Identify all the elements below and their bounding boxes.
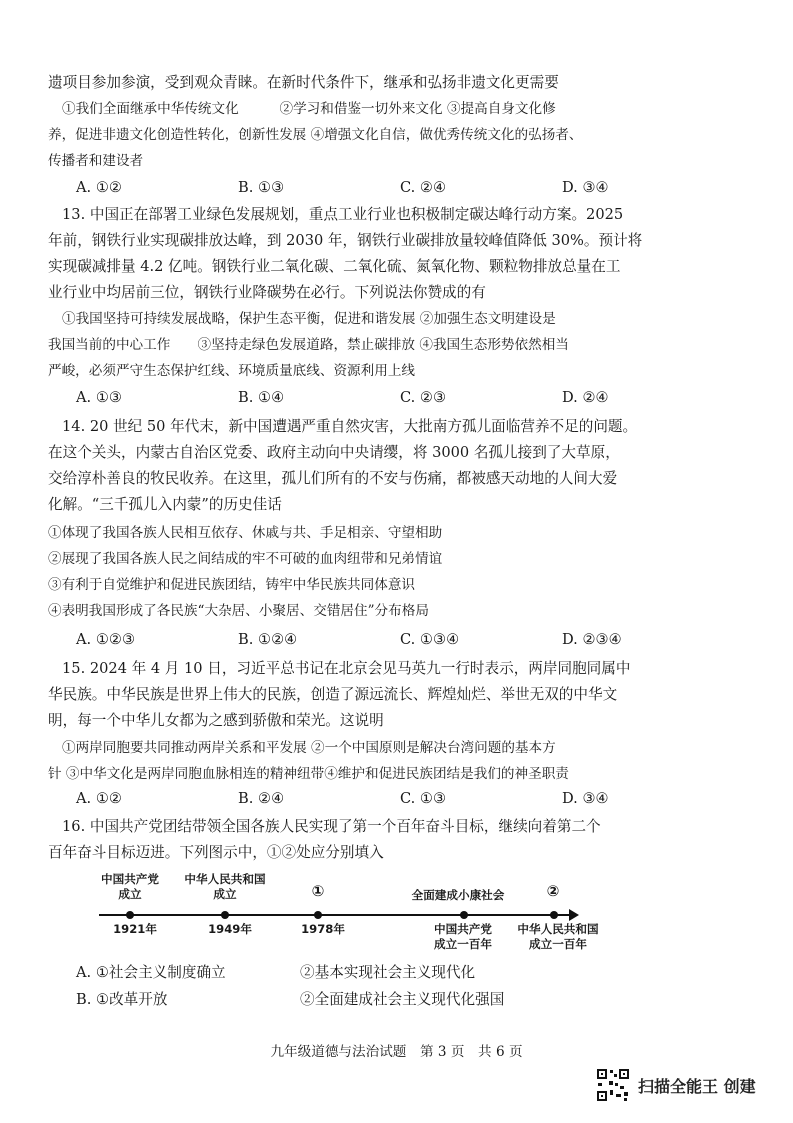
q14-item-line: ②展现了我国各族人民之间结成的牢不可破的血肉纽带和兄弟情谊 [48,551,443,567]
q14-stem-line: 14. 20 世纪 50 年代末，新中国遭遇严重自然灾害，大批南方孤儿面临营养不足的问题。 [62,418,638,435]
q14-stem-line: 交给淳朴善良的牧民收养。在这里，孤儿们所有的不安与伤痛，都被感天动地的人间大爱 [48,470,618,487]
q15-item-line: ①两岸同胞要共同推动两岸关系和平发展 ②一个中国原则是解决台湾问题的基本方 [62,740,556,756]
q15-option-c: C. ①③ [400,790,447,807]
q12-item-line: 传播者和建设者 [48,153,144,169]
q15-item-line: 针 ③中华文化是两岸同胞血脉相连的精神纽带④维护和促进民族团结是我们的神圣职责 [48,766,569,782]
timeline-dot [460,911,468,919]
history-timeline [95,870,615,950]
timeline-dot [221,911,229,919]
timeline-cpc-centenary: 中国共产党 成立一百年 [434,922,492,951]
timeline-arrow-icon [569,909,579,921]
timeline-blank-1: ① [311,882,325,900]
timeline-dot [550,911,558,919]
timeline-label-xiaokang: 全面建成小康社会 [411,888,505,902]
q14-option-a: A. ①②③ [76,631,136,648]
q13-option-b: B. ①④ [238,389,285,406]
q16-stem-line: 百年奋斗目标迈进。下列图示中，①②处应分别填入 [48,844,384,861]
q13-item-line: ①我国坚持可持续发展战略，保护生态平衡，促进和谐发展 ②加强生态文明建设是 [62,311,556,327]
q12-option-b: B. ①③ [238,179,285,196]
q13-option-d: D. ②④ [562,389,609,406]
timeline-label-cpc-founding: 中国共产党 成立 [101,872,159,901]
qr-code-icon [596,1068,630,1102]
q16-option-b: B. ①改革开放 [76,991,168,1008]
q14-item-line: ③有利于自觉维护和促进民族团结，铸牢中华民族共同体意识 [48,577,416,593]
q13-option-a: A. ①③ [76,389,122,406]
timeline-blank-2: ② [546,882,560,900]
q14-item-line: ④表明我国形成了各民族“大杂居、小聚居、交错居住”分布格局 [48,603,429,619]
timeline-axis [99,914,573,916]
q13-stem-line: 实现碳减排量 4.2 亿吨。钢铁行业二氧化碳、二氧化硫、氮氧化物、颗粒物排放总量在工 [48,258,621,275]
q15-option-a: A. ①② [76,790,122,807]
timeline-year-1978: 1978年 [301,922,345,936]
q12-option-a: A. ①② [76,179,122,196]
q13-option-c: C. ②③ [400,389,447,406]
q14-item-line: ①体现了我国各族人民相互依存、休戚与共、手足相亲、守望相助 [48,525,443,541]
q12-item-line: 养，促进非遗文化创造性转化，创新性发展 ④增强文化自信，做优秀传统文化的弘扬者、 [48,127,583,143]
q14-stem-line: 化解。“三千孤儿入内蒙”的历史佳话 [48,496,282,513]
q13-stem-line: 业行业中均居前三位，钢铁行业降碳势在必行。下列说法你赞成的有 [48,284,486,301]
scanner-watermark: 扫描全能王 创建 [638,1077,756,1096]
timeline-label-prc-founding: 中华人民共和国 成立 [184,872,266,901]
timeline-dot [126,911,134,919]
q15-stem-line: 15. 2024 年 4 月 10 日，习近平总书记在北京会见马英九一行时表示，两岸同胞同属中 [62,660,631,677]
q15-stem-line: 明，每一个中华儿女都为之感到骄傲和荣光。这说明 [48,712,384,729]
page-footer: 九年级道德与法治试题 第 3 页 共 6 页 [270,1044,523,1060]
timeline-year-1921: 1921年 [113,922,157,936]
q12-stem-line: 遗项目参加参演，受到观众青睐。在新时代条件下，继承和弘扬非遗文化更需要 [48,74,559,91]
q12-item-line: ①我们全面继承中华传统文化 ②学习和借鉴一切外来文化 ③提高自身文化修 [62,101,556,117]
q12-option-d: D. ③④ [562,179,609,196]
q14-option-b: B. ①②④ [238,631,298,648]
q13-item-line: 严峻，必须严守生态保护红线、环境质量底线、资源利用上线 [48,363,416,379]
q14-stem-line: 在这个关头，内蒙古自治区党委、政府主动向中央请缨，将 3000 名孤儿接到了大草原， [48,444,620,461]
q15-option-b: B. ②④ [238,790,285,807]
q16-stem-line: 16. 中国共产党团结带领全国各族人民实现了第一个百年奋斗目标，继续向着第二个 [62,818,601,835]
q14-option-d: D. ②③④ [562,631,622,648]
timeline-dot [314,911,322,919]
timeline-year-1949: 1949年 [208,922,252,936]
timeline-prc-centenary: 中华人民共和国 成立一百年 [517,922,599,951]
q13-stem-line: 年前，钢铁行业实现碳排放达峰，到 2030 年，钢铁行业碳排放量较峰值降低 30%。预计将 [48,232,643,249]
q12-option-c: C. ②④ [400,179,447,196]
q16-option-a-second: ②基本实现社会主义现代化 [300,964,476,981]
q13-stem-line: 13. 中国正在部署工业绿色发展规划，重点工业行业也积极制定碳达峰行动方案。2025 [62,206,624,223]
q13-item-line: 我国当前的中心工作 ③坚持走绿色发展道路，禁止碳排放 ④我国生态形势依然相当 [48,337,569,353]
q15-stem-line: 华民族。中华民族是世界上伟大的民族，创造了源远流长、辉煌灿烂、举世无双的中华文 [48,686,618,703]
q16-option-b-second: ②全面建成社会主义现代化强国 [300,991,505,1008]
q15-option-d: D. ③④ [562,790,609,807]
q16-option-a: A. ①社会主义制度确立 [76,964,226,981]
q14-option-c: C. ①③④ [400,631,460,648]
